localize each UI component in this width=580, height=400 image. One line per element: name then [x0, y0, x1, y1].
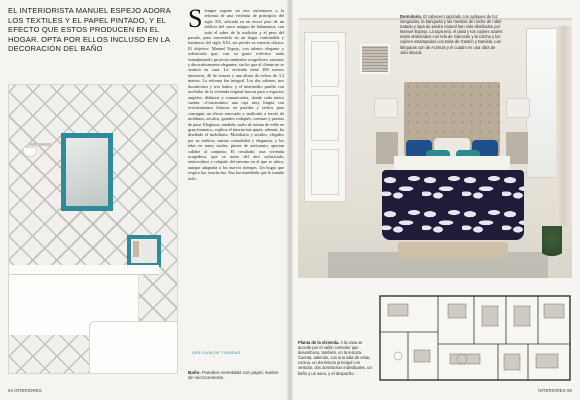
door-panel — [311, 149, 339, 195]
floorplan-caption-title: Planta de la vivienda. — [298, 340, 340, 345]
folio-right: INTERIORES 95 — [538, 388, 572, 393]
floorplan-caption-text: A la casa se accede por el salón comedor que desemboca, también, en la terraza. Cuenta, además, con una sala de estar, cocina, un dormitorio principal con vestidor, dos dormitorios individuales, un baño y un aseo, y el despacho. — [298, 340, 372, 376]
bathroom-photo — [8, 84, 178, 374]
lamp-right — [506, 98, 530, 118]
bench — [398, 242, 508, 258]
teal-mirror — [61, 133, 113, 211]
sink-counter — [9, 265, 159, 275]
folio-left: 94 INTERIORES — [8, 388, 42, 393]
bathroom-caption — [188, 370, 284, 381]
wall-lamp-arm — [29, 143, 51, 146]
bedroom-caption-title: Dormitorio. — [400, 14, 423, 19]
dropcap: S — [188, 4, 203, 33]
shop-guide-link[interactable]: VER GUÍA DE TIENDAS — [192, 350, 241, 355]
bedroom-caption-text: El cabecero tapizado con apliques de luz integrados, la banqueta y las mesitas de noche de roble tratado y lapa de piedra natural han sido diseñados por Manuel Espejo. La tapicería, el plaid y los cojines azules están elaborados con tela de Gancedo y la colcha y los cojines estampados con telas de Gastón y Daniela. Las lámparas son de Acimuts y el cuadro es una obra de Julio Bauzá. — [400, 14, 503, 55]
headline: EL INTERIORISTA MANUEL ESPEJO ADORA LOS TEXTILES Y EL PAPEL PINTADO, Y EL EFECTO QUE ESTOS PRODUCEN EN EL HOGAR. OPTA POR ELLOS INCLUSO EN LA DECORACIÓN DEL BAÑO — [8, 6, 171, 54]
lamp-left — [374, 98, 398, 118]
wall-lamp-shade — [23, 147, 37, 157]
door-panel — [311, 95, 339, 141]
floor-plan — [378, 294, 572, 382]
door — [304, 32, 346, 202]
article-text: iempre supone un reto enfrentarse a la reforma de una vivienda de principios del siglo XX, ubicada en un tercer piso de un edificio del casco antiguo de Salamanca, con todo el saber de la tradición y el peso del pasado, para convertirlo en un hogar confortable y luminoso del siglo XXI, sin perder su esencia clásica. El objetivo: Manuel Espejo, con talento elegante y sofisticado que, con su gusto ecléctico nada estandarizado, proyecta ambientes acogedores, sensatos y decorativamente elegantes, sin los que el cliente no se sentiría en casa. La vivienda tiene 280 metros interiores, 40 de terraza y una altura de techos de 3,3 metros. La reforma fue integral. Los dos salones, tres dormitorios y tres baños, y el intermedio pasillo con recibidor de la vivienda original fueron paso a espacios amplios, diáfanos y comunicados, donde cada metro cuenta. «Construimos una caja muy limpia con revestimientos blancos en paredes y techos para conseguir un efecto renovado y unificado a través de molduras, zócalos, grandes rodapiés, cornisas y puertas de paso. Elegimos, también, suelo de tarima de roble en gran formato», explica el interiorista quien, además, ha diseñado el mobiliario. Mobiliario y textiles, elegidos por su estética, suman comodidad y elegancia, y las telas en tonos azules, piezas de anticuario, aportan calidez al conjunto. El resultado: una vivienda acogedora, que se nutre del aire sofisticado, aristocrático y relajado del entorno en el que se ubica, aunque adaptada a los nuevos tiempos. Un hogar que respira luz, mucha luz. Esa luz madrileña que lo inunda todo. — [188, 8, 284, 181]
bathroom-caption-title: Baño. — [188, 370, 201, 375]
curtain — [556, 26, 572, 226]
bathroom-caption-text: Paredes revestidas con papel, suelos de microcemento. — [188, 370, 279, 381]
gutter-shadow — [286, 0, 294, 400]
wall-art — [360, 44, 390, 74]
plant — [542, 226, 562, 266]
bathtub — [89, 321, 178, 374]
patterned-bedspread — [382, 170, 524, 240]
door-panel — [311, 41, 339, 87]
bottle — [133, 241, 139, 257]
bedroom-caption — [400, 14, 504, 55]
floorplan-caption — [298, 340, 372, 376]
right-page — [290, 0, 580, 400]
article-body — [188, 4, 284, 181]
